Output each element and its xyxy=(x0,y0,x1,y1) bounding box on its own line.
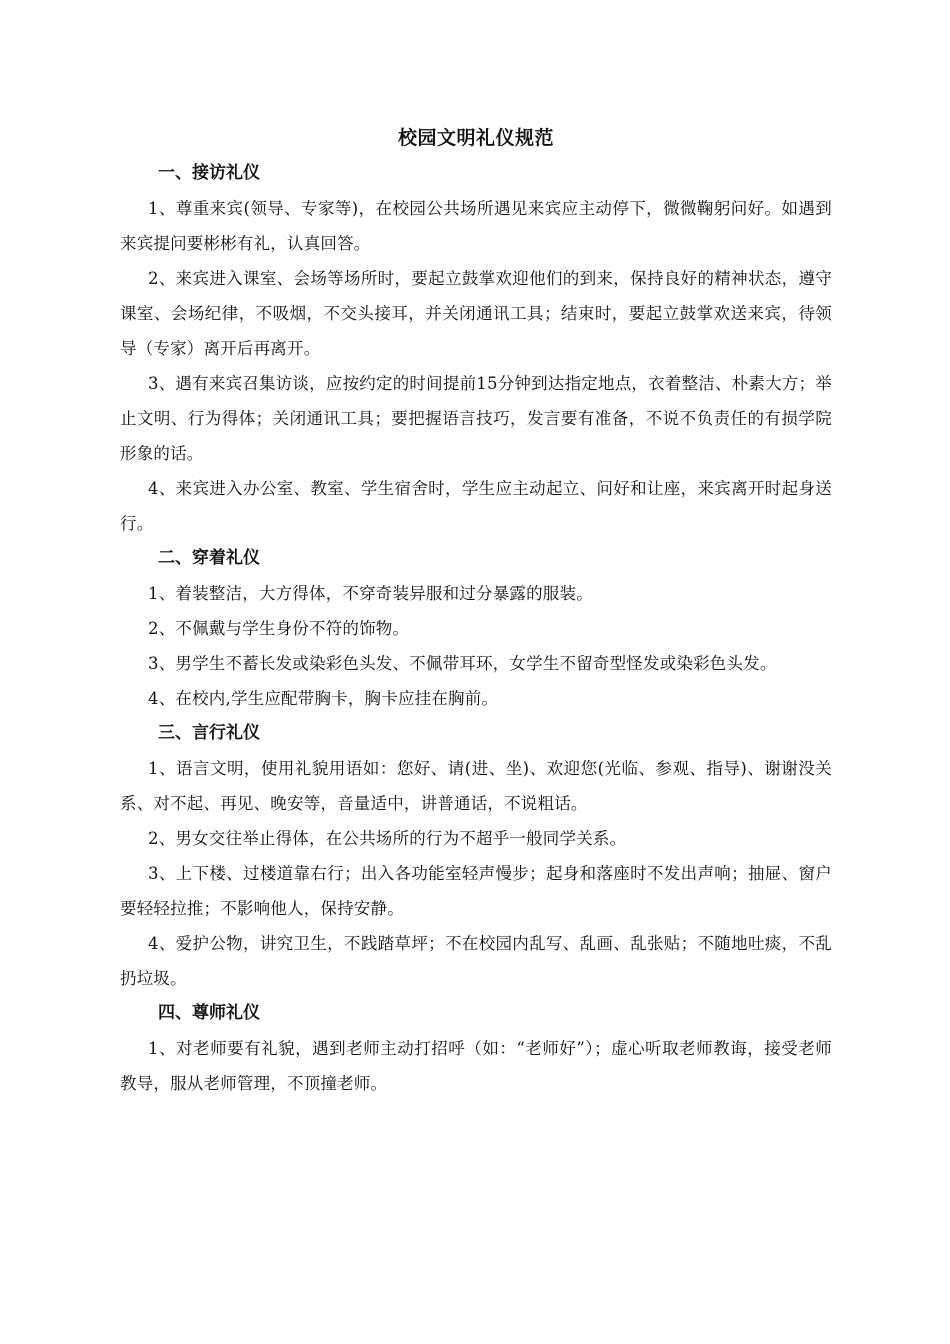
section-heading: 二、穿着礼仪 xyxy=(158,548,260,568)
paragraph: 1、尊重来宾(领导、专家等)，在校园公共场所遇见来宾应主动停下，微微鞠躬问好。如遇到来宾提问要彬彬有礼，认真回答。 xyxy=(120,199,832,253)
paragraph: 1、语言文明，使用礼貌用语如：您好、请(进、坐)、欢迎您(光临、参观、指导)、谢谢没关系、对不起、再见、晚安等，音量适中，讲普通话，不说粗话。 xyxy=(120,759,832,813)
paragraph: 1、对老师要有礼貌，遇到老师主动打招呼（如：“老师好”）；虚心听取老师教诲，接受老师教导，服从老师管理，不顶撞老师。 xyxy=(120,1039,832,1093)
paragraph: 4、来宾进入办公室、教室、学生宿舍时，学生应主动起立、问好和让座，来宾离开时起身送行。 xyxy=(120,479,832,533)
section-heading: 三、言行礼仪 xyxy=(158,723,260,743)
section-respect-teachers xyxy=(120,996,832,1101)
page-title: 校园文明礼仪规范 xyxy=(397,127,554,149)
paragraph: 4、爱护公物，讲究卫生，不践踏草坪；不在校园内乱写、乱画、乱张贴；不随地吐痰，不乱扔垃圾。 xyxy=(120,934,832,988)
section-heading: 四、尊师礼仪 xyxy=(158,1003,260,1023)
paragraph: 3、遇有来宾召集访谈，应按约定的时间提前15分钟到达指定地点，衣着整洁、朴素大方；举止文明、行为得体；关闭通讯工具；要把握语言技巧，发言要有准备，不说不负责任的有损学院形象的话。 xyxy=(120,374,832,463)
paragraph: 2、男女交往举止得体，在公共场所的行为不超乎一般同学关系。 xyxy=(148,829,627,848)
paragraph: 3、上下楼、过楼道靠右行；出入各功能室轻声慢步；起身和落座时不发出声响；抽屉、窗户要轻轻拉推；不影响他人，保持安静。 xyxy=(120,864,832,918)
section-reception xyxy=(120,156,832,541)
paragraph: 3、男学生不蓄长发或染彩色头发、不佩带耳环，女学生不留奇型怪发或染彩色头发。 xyxy=(148,654,777,673)
paragraph: 4、在校内,学生应配带胸卡，胸卡应挂在胸前。 xyxy=(148,689,499,708)
section-attire xyxy=(120,541,832,716)
paragraph: 1、着装整洁，大方得体，不穿奇装异服和过分暴露的服装。 xyxy=(148,584,593,603)
section-heading: 一、接访礼仪 xyxy=(158,163,260,183)
section-speech-behavior xyxy=(120,716,832,996)
paragraph: 2、来宾进入课室、会场等场所时，要起立鼓掌欢迎他们的到来，保持良好的精神状态，遵守课室、会场纪律，不吸烟，不交头接耳，并关闭通讯工具；结束时，要起立鼓掌欢送来宾，待领导（专家）离开后再离开。 xyxy=(120,269,832,358)
paragraph: 2、不佩戴与学生身份不符的饰物。 xyxy=(148,619,410,638)
